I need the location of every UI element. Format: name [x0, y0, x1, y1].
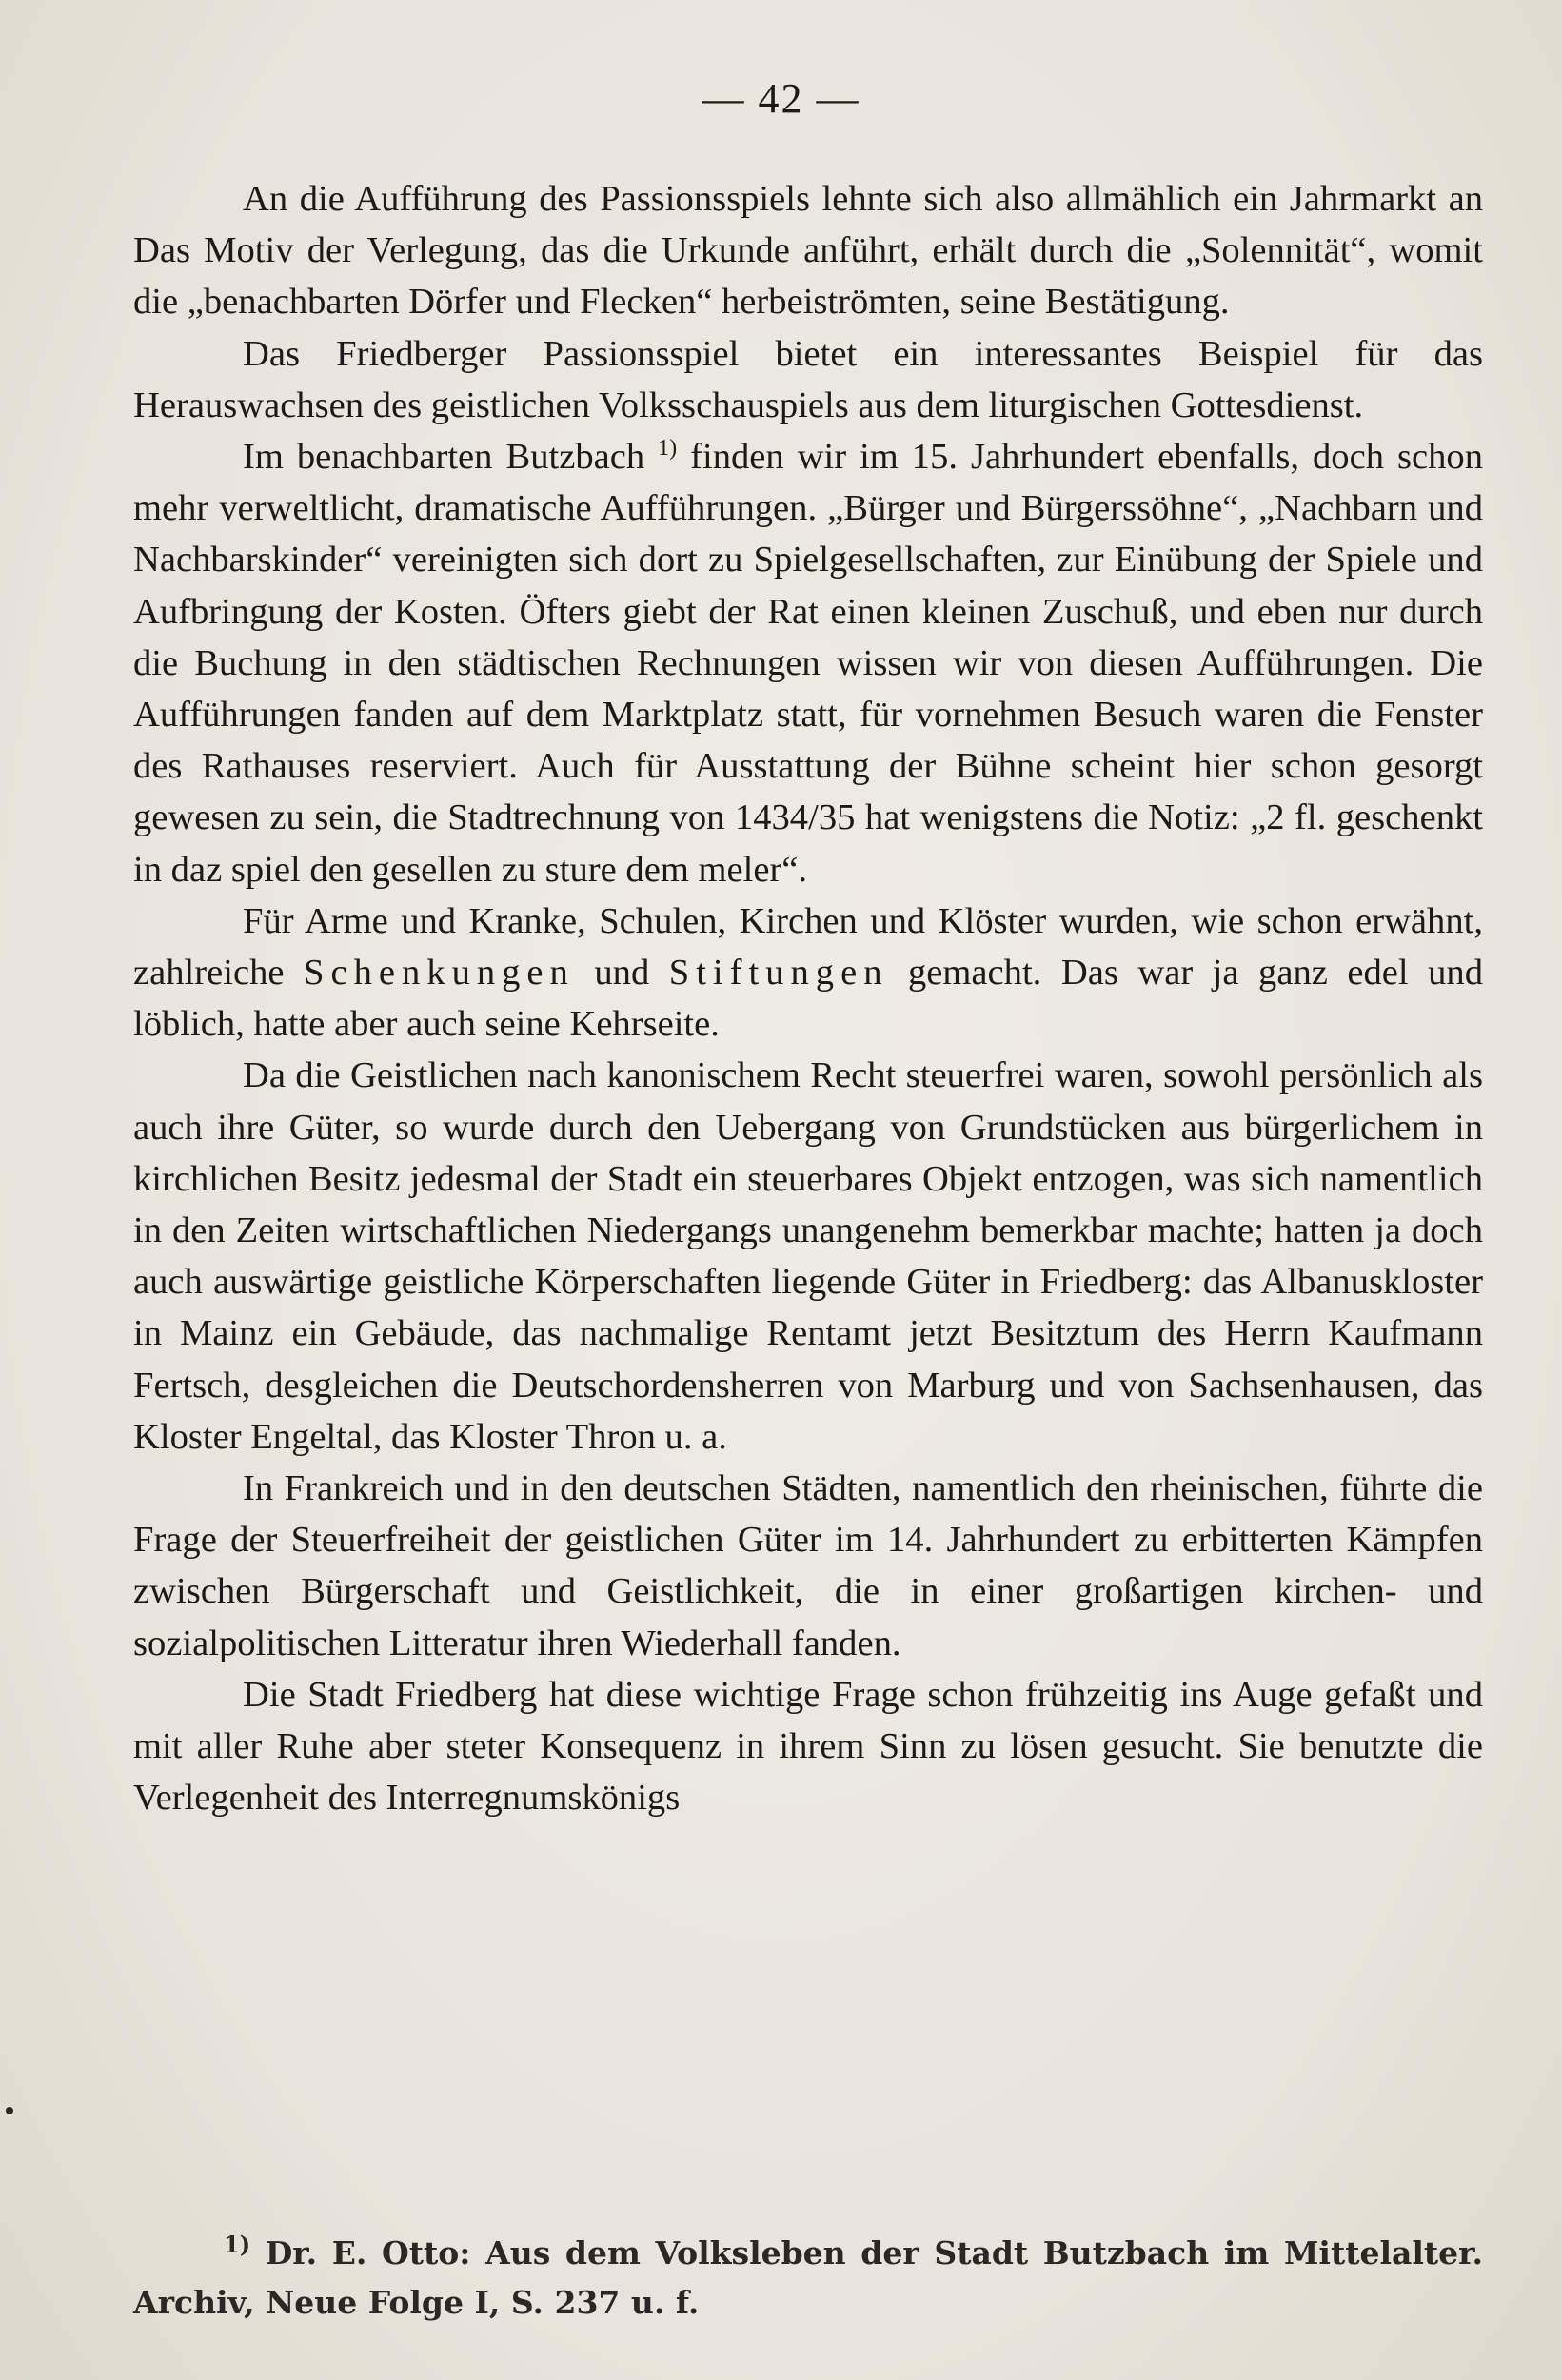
paragraph-text: Für Arme und Kranke, Schulen, Kirchen und Klöster wurden, wie schon erwähnt, zahlreiche — [133, 900, 1483, 993]
paragraph-text: gemacht. Das war ja ganz edel und löblich, hatte aber auch seine Kehrseite. — [133, 953, 1483, 1045]
paragraph — [133, 1669, 1483, 1824]
margin-dot — [6, 2107, 13, 2114]
paragraph — [133, 328, 1483, 431]
paragraph-text: An die Aufführung des Passionsspiels lehnte sich also allmählich ein Jahrmarkt an Das Motiv der Verlegung, das die Urkunde anführt, erhält durch die „Solennität“, womit die „benachbarten Dörfer und Flecken“ herbeiströmten, seine Bestätigung. — [133, 179, 1483, 323]
paragraph — [133, 173, 1483, 328]
footnote — [133, 2229, 1483, 2328]
paragraph — [133, 1050, 1483, 1463]
paragraph-text: und — [574, 953, 669, 993]
paragraph — [133, 431, 1483, 895]
emphasized-word: Stiftungen — [668, 953, 889, 993]
paragraph-text: Da die Geistlichen nach kanonischem Recht steuerfrei waren, sowohl persönlich als auch ihre Güter, so wurde durch den Uebergang von Grundstücken aus bürgerlichem in kirchlichen Besitz jedesmal der Stadt ein steuerbares Objekt entzogen, was sich namentlich in den Zeiten wirtschaftlichen Niedergangs unangenehm bemerkbar machte; hatten ja doch auch auswärtige geistliche Körperschaften liegende Güter in Friedberg: das Albanuskloster in Mainz ein Gebäude, das nachmalige Rentamt jetzt Besitztum des Herrn Kaufmann Fertsch, desgleichen die Deutschordensherren von Marburg und von Sachsenhausen, das Kloster Engeltal, das Kloster Thron u. a. — [133, 1055, 1483, 1457]
paragraph-text: Die Stadt Friedberg hat diese wichtige Frage schon frühzeitig ins Auge gefaßt und mit aller Ruhe aber steter Konsequenz in ihrem Sinn zu lösen gesucht. Sie benutzte die Verlegenheit des Interregnumskönigs — [133, 1674, 1483, 1819]
emphasized-word: Schenkungen — [304, 953, 575, 993]
footnote-reference: 1) — [658, 436, 678, 462]
paragraph — [133, 895, 1483, 1051]
paragraph-text: In Frankreich und in den deutschen Städten, namentlich den rheinischen, führte die Frage der Steuerfreiheit der geistlichen Güter im 14. Jahrhundert zu erbitterten Kämpfen zwischen Bürgerschaft und Geistlichkeit, die in einer großartigen kirchen- und sozialpolitischen Litteratur ihren Wiederhall fanden. — [133, 1468, 1483, 1663]
footnote-text: Dr. E. Otto: Aus dem Volksleben der Stadt Butzbach im Mittelalter. Archiv, Neue Folge I, S. 237 u. f. — [133, 2234, 1483, 2321]
paragraph-text: Im benachbarten Butzbach — [243, 437, 659, 478]
paragraph-text: Das Friedberger Passionsspiel bietet ein interessantes Beispiel für das Herauswachsen des geistlichen Volksschauspiels aus dem liturgischen Gottesdienst. — [133, 333, 1483, 425]
body-text — [133, 173, 1483, 1824]
paragraph-text: finden wir im 15. Jahrhundert ebenfalls, doch schon mehr verweltlicht, dramatische Aufführungen. „Bürger und Bürgerssöhne“, „Nachbarn und Nachbarskinder“ vereinigten sich dort zu Spielgesellschaften, zur Einübung der Spiele und Aufbringung der Kosten. Öfters giebt der Rat einen kleinen Zuschuß, und eben nur durch die Buchung in den städtischen Rechnungen wissen wir von diesen Aufführungen. Die Aufführungen fanden auf dem Marktplatz statt, für vornehmen Besuch waren die Fenster des Rathauses reserviert. Auch für Ausstattung der Bühne scheint hier schon gesorgt gewesen zu sein, die Stadtrechnung von 1434/35 hat wenigstens die Notiz: „2 fl. geschenkt in daz spiel den gesellen zu sture dem meler“. — [133, 437, 1483, 890]
paragraph — [133, 1463, 1483, 1669]
footnote-marker: 1) — [224, 2231, 251, 2258]
page-number: — 42 — — [702, 75, 860, 122]
